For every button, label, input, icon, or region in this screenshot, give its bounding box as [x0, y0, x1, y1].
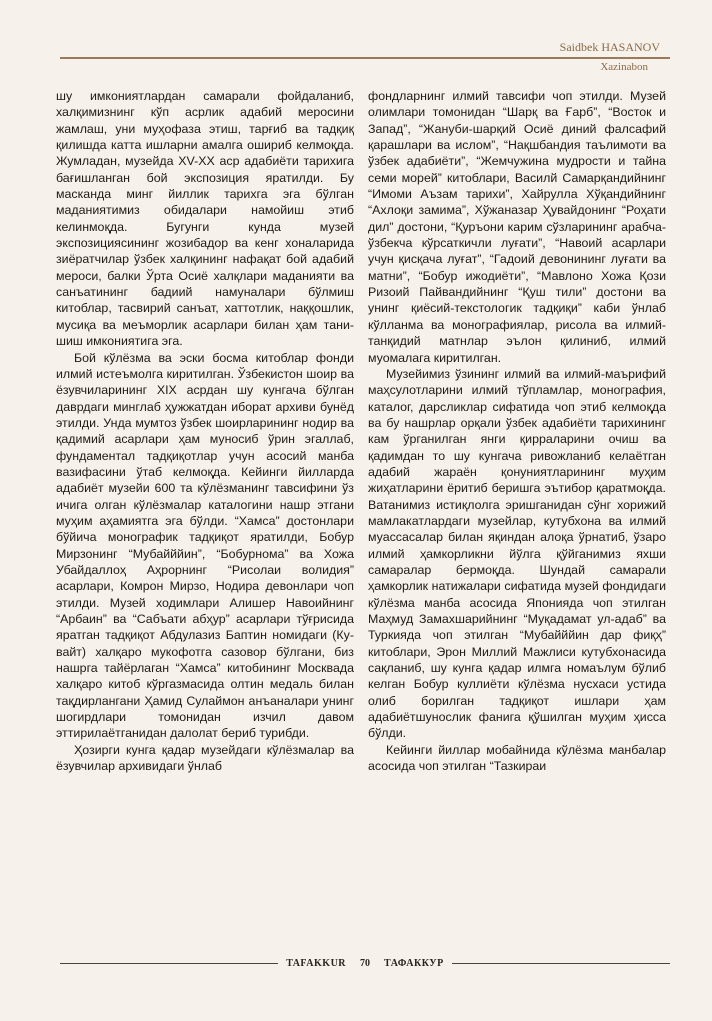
- paragraph: Кейинги йиллар мобайнида кўлёзма манбалар асосида чоп этилган “Тазкираи: [368, 742, 666, 774]
- page-header: [60, 40, 670, 73]
- paragraph: Ҳозирги кунга қадар музейдаги кўлёзмалар ва ёзувчилар архивидаги ўнлаб: [56, 742, 354, 774]
- paragraph: фондларнинг илмий тавсифи чоп этилди. Музей олимлари томонидан “Шарқ ва Ғарб”, “Восток и Запад”, “Жануби-шарқий Осиё диний фалсафий қарашлари ва ислом”, “Нақшбандия таълимоти ва ўзбек адабиёти”, “Жемчужина мудрости и тайна семи морей” китоблари, Василй Самарқандийнинг “Имоми Аъзам тарихи”, Хайрулла Хўқандийнинг “Ахлоқи замима”, Хўжаназар Ҳувайдонинг “Роҳати дил” достони, “Қуръони карим сўзларининг арабча-ўзбекча кўрсаткичли луғати”, “Навоий асарлари учун қисқача луғат”, “Гадоий девонининг луғати ва матни”, “Бобур ижодиёти”, “Мавлоно Хожа Қози Ризоий Пайвандийнинг “Қуш тили” достони ва унинг қиёсий-текстологик тадқиқи” каби ўнлаб кўлланма ва монографиялар, рисола ва илмий-танқидий матнлар эълон қилиниб, илмий муомалага киритилган.: [368, 89, 666, 365]
- footer-label-cyrillic: ТАФАККУР: [384, 957, 444, 969]
- footer-label-latin: TAFAKKUR: [286, 957, 347, 969]
- section-name: Xazinabon: [600, 61, 648, 73]
- paragraph: Музейимиз ўзининг илмий ва илмий-маърифий маҳсулотларини илмий тўпламлар, монография, каталог, дарсликлар сифатида чоп этиб келмоқда ва бу нашрлар орқали ўзбек адабиёти тарихининг кам ўрганилган янги қирраларини очиш ва қадимдан то шу кунгача ривожланиб келаётган адабий жараён қонуниятларининг муҳим жиҳатларини ёритиб беришга эътибор қаратмоқда. Ватанимиз истиқлолга эришганидан сўнг хорижий мамлакатлардаги музейлар, кутубхона ва илмий муассасалар билан яқиндан алоқа ўрнатиб, ўзаро илмий ҳамкорликни йўлга қўйганимиз яхши самаралар бермоқда. Шундай самарали ҳамкорлик натижалари сифатида музей фондидаги кўлёзма манба асосида Японияда чоп этилган Маҳмуд Замахшарийнинг “Муқадамат ул-адаб” ва Туркияда чоп этилган “Мубайййин дар фиқҳ” китоблари, Эрон Миллий Мажлиси кутубхонасида сақланиб, шу кунга қадар илмга номаълум бўлиб келган Бобур куллиёти кўлёзма нусхаси устида олиб борилган тадқиқот ишлари ҳам адабиётшунослик фанига қўшилган муҳим ҳисса бўлди.: [368, 366, 666, 741]
- paragraph: Бой кўлёзма ва эски босма китоблар фонди илмий истеъмолга киритилган. Ўзбекистон шоир ва ёзувчиларининг XIX асрдан шу кунгача бўлган даврдаги минглаб ҳужжатдан иборат архиви бунёд этилди. Унда мумтоз ўзбек шоирларининг нодир ва қадимий асарлари ҳам муносиб ўрин эгаллаб, фундаментал тадқиқотлар учун асосий манба вазифасини ўтаб келмоқда. Кейинги йилларда адабиёт музейи 600 та кўлёзманинг тавсифини ўз ичига олган кўлёзмалар каталогини нашр этгани муҳим аҳамиятга эга бўлди. “Хамса” достонлари бўйича монографик тадқиқот яратилди, Бобур Мирзонинг “Мубайййин”, “Бобурнома” ва Хожа Убайдаллоҳ Аҳрорнинг “Рисолаи волидия” асарлари, Комрон Мирзо, Нодира девонлари чоп этилди. Музей ходимлари Алишер Навоийнинг “Арбаин” ва “Сабъати абҳур” асарлари тўғрисида яратган тадқиқот Абдулазиз Баптин номидаги (Кувайт) халқаро мукофотга сазовор бўлгани, биз нашрга тайёрлаган “Хамса” китобининг Москвада халқаро китоб кўргазмасида олтин медаль билан тақдирлангани Ҳамид Сулаймон анъаналари унинг шогирдлари томонидан изчил давом эттирилаётганидан далолат бериб турибди.: [56, 350, 354, 741]
- footer-rule-left: [60, 963, 278, 964]
- header-rule: [60, 57, 670, 59]
- paragraph: шу имкониятлардан самарали фойдаланиб, халқимизнинг кўп асрлик адабий меросини жамлаш, уни муҳофаза этиш, тарғиб ва тадқиқ қилишда катта ишларни амалга ошириб келмоқда. Жумладан, музейда XV-XX аср адабиёти тарихига бағишланган бой экспозиция яратилди. Бу масканда минг йиллик тарихга эга бўлган маданиятимиз обидалари намойиш этиб келинмоқда. Бугунги кунда музей экспозициясининг жозибадор ва кенг хоналарида зиёратчилар ўзбек халқининг нафақат бой адабий мероси, балки Ўрта Осиё халқлари маданияти ва санъатининг бадиий намуналари бўлмиш китоблар, тасвирий санъат, хаттотлик, наққошлик, мусиқа ва меъморлик асарлари билан ҳам танишиш имкониятига эга.: [56, 89, 354, 349]
- page-footer: [60, 955, 670, 971]
- page-number: 70: [360, 957, 371, 969]
- author-name: Saidbek HASANOV: [559, 40, 660, 54]
- article-body: [56, 88, 666, 928]
- right-column: [368, 88, 666, 928]
- left-column: [56, 88, 354, 928]
- footer-rule-right: [452, 963, 670, 964]
